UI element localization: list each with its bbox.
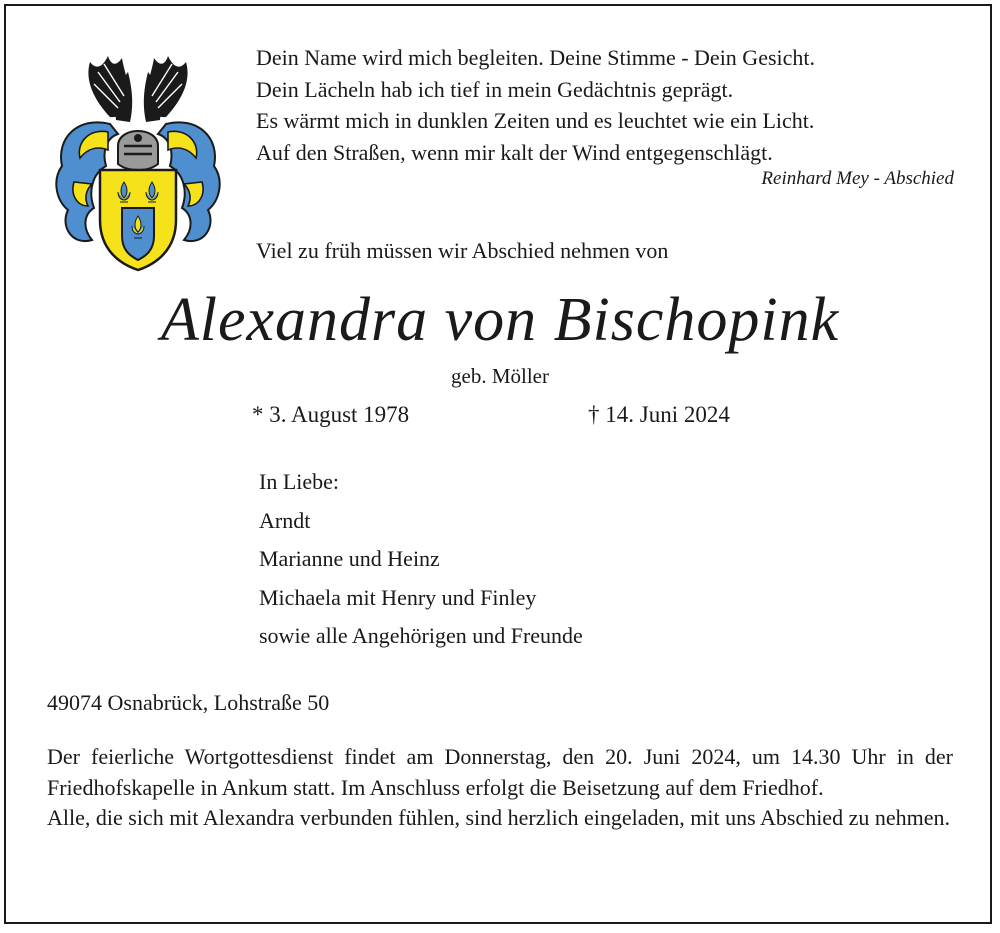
mourner-name: Arndt <box>259 507 311 533</box>
poem <box>256 42 956 168</box>
mourner-name: sowie alle Angehörigen und Freunde <box>259 623 583 648</box>
service-paragraph: Alle, die sich mit Alexandra verbunden fühlen, sind herzlich eingeladen, mit uns Abschied zu nehmen. <box>47 805 950 830</box>
intro-text: Viel zu früh müssen wir Abschied nehmen von <box>256 238 669 263</box>
poem-line: Es wärmt mich in dunklen Zeiten und es leuchtet wie ein Licht. <box>256 108 815 133</box>
service-paragraph: Der feierliche Wortgottesdienst findet am Donnerstag, den 20. Juni 2024, um 14.30 Uhr in der Friedhofskapelle in Ankum statt. Im Anschluss erfolgt die Beisetzung auf dem Friedhof. <box>47 744 953 800</box>
maiden-name: geb. Möller <box>451 364 549 388</box>
helmet <box>118 131 158 170</box>
poem-attribution: Reinhard Mey - Abschied <box>761 168 954 189</box>
birth-date: * 3. August 1978 <box>252 402 410 427</box>
poem-line: Dein Name wird mich begleiten. Deine Stimme - Dein Gesicht. <box>256 45 816 70</box>
black-plumes <box>88 56 187 122</box>
deceased-name: Alexandra von Bischopink <box>160 286 840 354</box>
mourner-name: Michaela mit Henry und Finley <box>259 584 537 610</box>
service-info <box>47 742 953 834</box>
mourners-heading: In Liebe: <box>259 469 340 494</box>
coat-of-arms-icon <box>48 42 228 272</box>
death-date: † 14. Juni 2024 <box>588 402 730 427</box>
mourners-list <box>259 463 583 656</box>
poem-line: Dein Lächeln hab ich tief in mein Gedächtnis geprägt. <box>256 76 734 102</box>
address: 49074 Osnabrück, Lohstraße 50 <box>47 690 330 715</box>
poem-line: Auf den Straßen, wenn mir kalt der Wind entgegenschlägt. <box>256 139 773 165</box>
mourner-name: Marianne und Heinz <box>259 546 440 571</box>
